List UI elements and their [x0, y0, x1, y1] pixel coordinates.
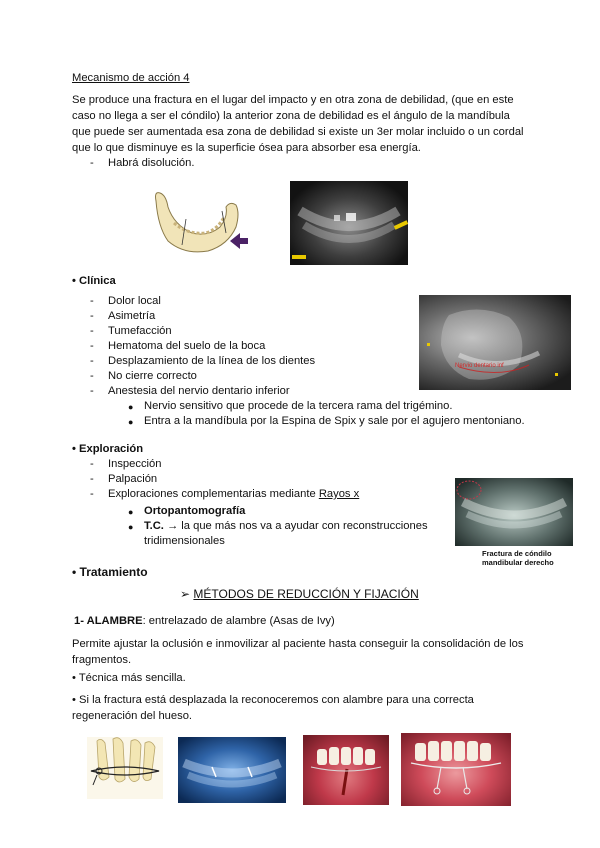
orthopantomography-xray — [455, 478, 573, 546]
paragraph-line: Se produce una fractura en el lugar del impacto y en otra zona de debilidad, (que en este — [72, 94, 514, 106]
intraoral-photo-1 — [303, 735, 389, 805]
dash-bullet: - — [90, 355, 94, 367]
clinica-item: Anestesia del nervio dentario inferior — [108, 385, 290, 397]
xray-label: Nervio dentario inf — [455, 363, 504, 369]
marker-dot — [427, 343, 430, 346]
clinica-item: Desplazamiento de la línea de los dientes — [108, 355, 316, 367]
marker-dot — [555, 373, 558, 376]
round-bullet-icon: ● — [128, 402, 134, 412]
paragraph-line: que lo que disminuye es la superficie ósea para absorber esa energía. — [72, 142, 421, 154]
alambre-line — [74, 615, 335, 627]
paragraph-line: Permite ajustar la oclusión e inmovilizar al paciente hasta conseguir la consolidación de los — [72, 638, 524, 650]
round-bullet-icon: ● — [128, 417, 134, 427]
xray-caption — [482, 549, 554, 567]
dash-bullet: - — [90, 325, 94, 337]
desplazada-paragraph — [72, 692, 474, 724]
dash-bullet: - — [90, 488, 94, 500]
round-bullet-icon: ● — [128, 522, 134, 532]
section-title: Mecanismo de acción 4 — [72, 72, 190, 84]
alambre-description: : entrelazado de alambre (Asas de Ivy) — [142, 615, 335, 627]
dash-bullet: - — [90, 370, 94, 382]
intraoral-photo-2 — [401, 733, 511, 806]
exploracion-sub-item: Ortopantomografía — [144, 505, 246, 517]
paragraph-line: • Si la fractura está desplazada la reconoceremos con alambre para una correcta — [72, 694, 474, 706]
alambre-paragraph — [72, 636, 523, 668]
clinica-item: Tumefacción — [108, 325, 172, 337]
clinica-item: Asimetría — [108, 310, 156, 322]
clinica-sub-item: Entra a la mandíbula por la Espina de Spix y sale por el agujero mentoniano. — [144, 415, 525, 427]
paragraph-line: fragmentos. — [72, 654, 132, 666]
exploracion-heading: • Exploración — [72, 443, 144, 455]
complementarias-text: Exploraciones complementarias mediante — [108, 488, 319, 500]
skull-xray — [419, 295, 571, 390]
exploracion-sub-item — [144, 520, 428, 532]
tratamiento-heading: • Tratamiento — [72, 565, 148, 579]
paragraph-line: regeneración del hueso. — [72, 710, 193, 722]
methods-heading — [180, 587, 419, 601]
dash-bullet: - — [90, 157, 94, 169]
ivy-loop-illustration — [87, 737, 163, 799]
tc-description: → la que más nos va a ayudar con reconstrucciones — [163, 520, 428, 532]
caption-line: mandibular derecho — [482, 558, 554, 567]
clinica-sub-item: Nervio sensitivo que procede de la tercera rama del trigémino. — [144, 400, 453, 412]
round-bullet-icon: ● — [128, 507, 134, 517]
tecnica-bullet: • Técnica más sencilla. — [72, 672, 186, 684]
dash-bullet: - — [90, 340, 94, 352]
arrow-bullet-icon: ➢ — [180, 587, 191, 601]
caption-line: Fractura de cóndilo — [482, 549, 552, 558]
rayos-x-link[interactable]: Rayos x — [318, 488, 360, 500]
tc-label: T.C. — [144, 520, 164, 532]
methods-title: MÉTODOS DE REDUCCIÓN Y FIJACIÓN — [193, 587, 419, 601]
dash-bullet: - — [90, 458, 94, 470]
dash-bullet: - — [90, 473, 94, 485]
impact-arrow-icon — [230, 233, 240, 249]
clinica-item: Hematoma del suelo de la boca — [108, 340, 266, 352]
paragraph-line: caso no llega a ser el cóndilo) la anterior zona de debilidad es el ángulo de la mandíbula — [72, 110, 510, 122]
exploracion-item — [108, 488, 359, 500]
dash-bullet: - — [90, 310, 94, 322]
blue-xray — [178, 737, 286, 803]
exploracion-item: Palpación — [108, 473, 158, 485]
exploracion-sub-item-line2: tridimensionales — [144, 535, 225, 547]
mechanism-paragraph — [72, 92, 524, 156]
impact-arrow-shaft — [240, 238, 248, 244]
panoramic-xray-1 — [290, 181, 408, 265]
bullet-disolucion: Habrá disolución. — [108, 157, 195, 169]
clinica-item: Dolor local — [108, 295, 161, 307]
clinica-item: No cierre correcto — [108, 370, 197, 382]
paragraph-line: que puede ser aumentada esa zona de debilidad si existe un 3er molar incluido o un cordal — [72, 126, 524, 138]
clinica-heading: • Clínica — [72, 275, 116, 287]
dash-bullet: - — [90, 295, 94, 307]
dash-bullet: - — [90, 385, 94, 397]
alambre-label: 1- ALAMBRE — [74, 615, 143, 627]
yellow-arrow-icon — [292, 255, 306, 259]
exploracion-item: Inspección — [108, 458, 162, 470]
mandible-illustration — [148, 183, 248, 263]
